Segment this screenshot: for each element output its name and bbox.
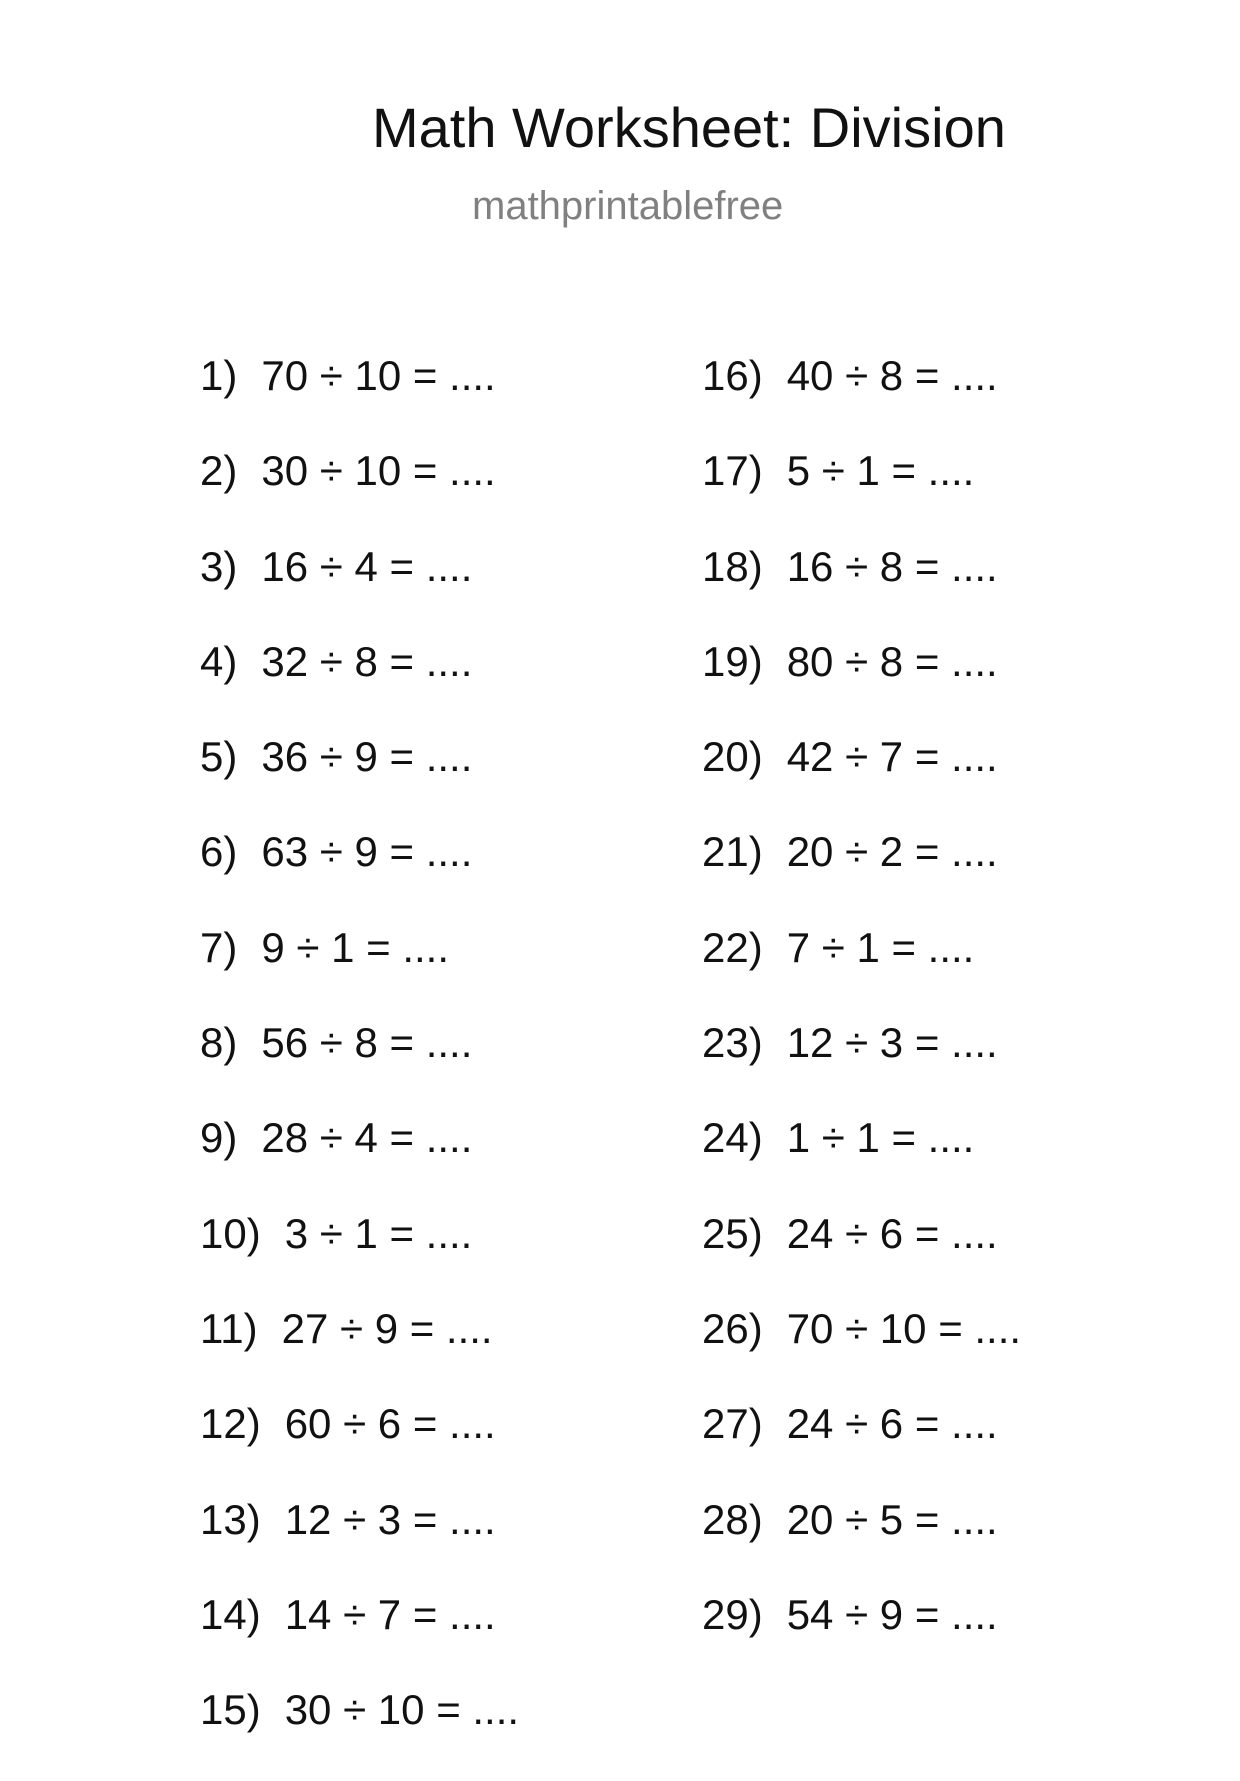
problem-number: 12) [200, 1400, 261, 1448]
problem-expression: 24 ÷ 6 = .... [786, 1209, 998, 1257]
problem-expression: 27 ÷ 9 = .... [281, 1304, 493, 1352]
problem-expression: 7 ÷ 1 = .... [786, 923, 975, 971]
problem-expression: 54 ÷ 9 = .... [786, 1590, 998, 1638]
problem-item [200, 352, 519, 447]
problem-number: 10) [200, 1209, 261, 1257]
problem-item [200, 733, 519, 828]
problem-number: 28) [702, 1495, 763, 1543]
problem-expression: 30 ÷ 10 = .... [284, 1686, 520, 1734]
problem-number: 14) [200, 1590, 261, 1638]
page-title: Math Worksheet: Division [372, 96, 1006, 159]
problem-number: 8) [200, 1019, 238, 1067]
problem-number: 17) [702, 447, 763, 495]
problem-item [702, 1210, 1021, 1305]
problem-number: 1) [200, 352, 238, 399]
problem-number: 16) [702, 352, 763, 399]
problem-expression: 20 ÷ 5 = .... [786, 1495, 998, 1543]
problem-item [200, 924, 519, 1019]
problem-expression: 16 ÷ 8 = .... [786, 542, 998, 590]
problem-number: 22) [702, 923, 763, 971]
problem-expression: 32 ÷ 8 = .... [261, 637, 473, 685]
problem-expression: 9 ÷ 1 = .... [261, 923, 450, 971]
problem-column-right [702, 352, 1021, 1686]
problem-expression: 14 ÷ 7 = .... [284, 1590, 496, 1638]
problem-item [702, 543, 1021, 638]
problem-item [702, 1591, 1021, 1686]
problem-number: 20) [702, 733, 763, 781]
page-subtitle: mathprintablefree [472, 184, 784, 228]
problem-number: 24) [702, 1114, 763, 1162]
problem-expression: 56 ÷ 8 = .... [261, 1019, 473, 1067]
problem-number: 19) [702, 637, 763, 685]
problem-item [200, 543, 519, 638]
problem-expression: 20 ÷ 2 = .... [786, 828, 998, 876]
problem-item [200, 1305, 519, 1400]
problem-item [702, 638, 1021, 733]
problem-expression: 1 ÷ 1 = .... [786, 1114, 975, 1162]
problem-item [702, 352, 1021, 447]
problem-expression: 12 ÷ 3 = .... [786, 1019, 998, 1067]
problem-number: 25) [702, 1209, 763, 1257]
problem-number: 5) [200, 733, 238, 781]
problem-number: 2) [200, 447, 238, 495]
problem-expression: 80 ÷ 8 = .... [786, 637, 998, 685]
problem-number: 27) [702, 1400, 763, 1448]
problem-number: 6) [200, 828, 238, 876]
problem-item [702, 924, 1021, 1019]
problem-expression: 60 ÷ 6 = .... [284, 1400, 496, 1448]
problem-item [702, 733, 1021, 828]
problem-number: 18) [702, 542, 763, 590]
problem-item [200, 638, 519, 733]
problem-number: 4) [200, 637, 238, 685]
problem-expression: 70 ÷ 10 = .... [786, 1304, 1022, 1352]
problem-item [702, 1496, 1021, 1591]
problem-expression: 5 ÷ 1 = .... [786, 447, 975, 495]
problem-item [200, 1114, 519, 1209]
problem-item [200, 447, 519, 542]
problem-item [702, 1400, 1021, 1495]
problem-item [200, 1591, 519, 1686]
problem-item [200, 1210, 519, 1305]
problem-item [200, 1400, 519, 1495]
problem-number: 7) [200, 923, 238, 971]
problem-item [702, 1305, 1021, 1400]
problem-expression: 3 ÷ 1 = .... [284, 1209, 473, 1257]
problem-expression: 30 ÷ 10 = .... [261, 447, 496, 495]
problem-number: 9) [200, 1114, 238, 1162]
problem-expression: 28 ÷ 4 = .... [261, 1114, 473, 1162]
problem-expression: 63 ÷ 9 = .... [261, 828, 473, 876]
problem-number: 11) [200, 1304, 258, 1352]
problem-item [200, 1019, 519, 1114]
problem-item [200, 1686, 519, 1781]
problem-number: 15) [200, 1686, 261, 1734]
problem-item [702, 828, 1021, 923]
problem-expression: 42 ÷ 7 = .... [786, 733, 998, 781]
problem-expression: 70 ÷ 10 = .... [261, 352, 496, 399]
problem-number: 21) [702, 828, 763, 876]
problem-item [200, 1496, 519, 1591]
problem-number: 26) [702, 1304, 763, 1352]
problem-item [702, 447, 1021, 542]
problem-column-left [200, 352, 519, 1781]
problem-number: 3) [200, 542, 238, 590]
problem-number: 23) [702, 1019, 763, 1067]
problem-expression: 36 ÷ 9 = .... [261, 733, 473, 781]
problem-item [702, 1019, 1021, 1114]
problem-number: 13) [200, 1495, 261, 1543]
problem-expression: 16 ÷ 4 = .... [261, 542, 473, 590]
problem-item [702, 1114, 1021, 1209]
problem-number: 29) [702, 1590, 763, 1638]
problem-expression: 24 ÷ 6 = .... [786, 1400, 998, 1448]
problem-item [200, 828, 519, 923]
problem-expression: 40 ÷ 8 = .... [786, 352, 998, 399]
problem-expression: 12 ÷ 3 = .... [284, 1495, 496, 1543]
